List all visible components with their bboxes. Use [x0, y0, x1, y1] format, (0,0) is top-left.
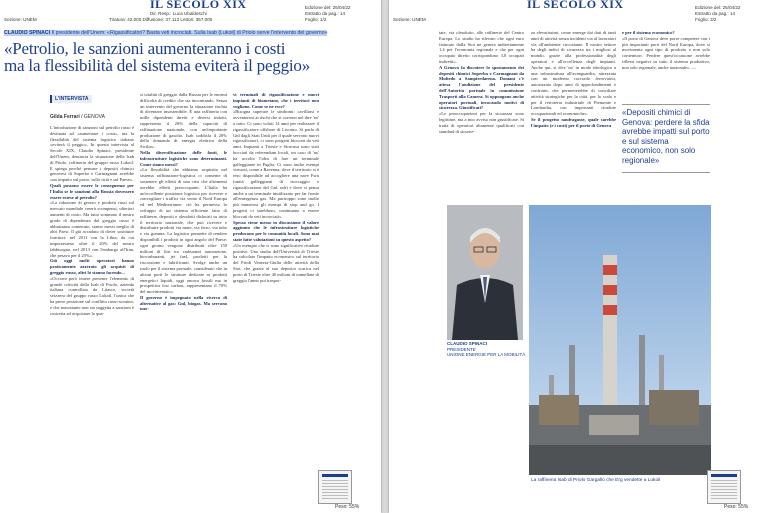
portrait-illustration: [447, 205, 523, 340]
extract-page: Estratto da pag.: 14: [695, 11, 736, 16]
headline-line-1: «Petrolio, le sanzioni aumenteranno i costi: [4, 39, 286, 58]
interview-label: L'INTERVISTA: [50, 95, 92, 103]
section-label: Sezione: UNEM: [393, 17, 426, 22]
col3-answer-0: «Il porto di Genova deve porre competere con i più importanti porti del Nord Europa, dove si movimenta ogni tipo di prodotto e non solo contenitori. Perdere quest'occasione avrebbe riflessi negativi su tutto il sistema produttivo, non solo regionale, anche nazionale». —: [622, 35, 710, 70]
column-2: [531, 30, 616, 200]
masthead: IL SECOLO XIX: [150, 0, 247, 11]
byline-author: Gilda Ferrari: [50, 114, 80, 120]
foglio: Foglio: 1/2: [305, 17, 327, 22]
col2-text: si totalità di greggio dalla Russia per le enormi difficoltà di credito che sta incontrando. Senza un intervento del governo la situazione rischia di diventare insostenibile. È una raffineria con mille dipendenti diretti e diversi indotti, rappresenta il 20% della capacità di raffinazione nazionale, con un'importante produzione di gasolio. Isab soddisfa il 20% della domanda di energia elettrica della Sicilia».: [140, 92, 227, 150]
column-3: [233, 92, 319, 477]
masthead: IL SECOLO XIX: [527, 0, 624, 11]
headline: [4, 40, 381, 74]
col3-answer-1: «Un esempio che ci sono significative ricadute positive. Uno studio dell'Università di Trieste ha calcolato l'impatto economico sul territorio del Friuli Venezia-Giulia delle attività della Siot, che grazie al suo deposito scarica nel porto di Trieste oltre 40 milioni di tonnellate di greggio l'anno poi traspor-: [233, 242, 319, 283]
quote-rule-bottom: [622, 172, 710, 173]
headline-line-2: ma la flessibilità del sistema eviterà il peggio»: [4, 56, 311, 75]
extract-page: Estratto da pag.: 14: [305, 11, 346, 16]
photo-caption: La raffineria Isab di Priolo Gargallo che Erg vendette a Lukoil: [531, 478, 661, 483]
col1-question-1: A Genova fa discutere lo spostamento dei depositi chimici Superba e Carmagnani da Multedo a Sampierdarena. Domani c'è attesa l'audizione del presidente dell'Autorità portuale in commissione Trasporti alla Camera. Si oppongono anche operatori portuali, invocando motivi di sicurezza. Giustificati?: [439, 64, 524, 111]
portrait-caption: [447, 341, 527, 358]
page-thumbnail: [707, 470, 741, 504]
col2-question-1: Nella diversificazione delle fonti, le infrastrutture logistiche sono determinanti. Come siamo messi?: [140, 149, 227, 167]
newspaper-page-2: [389, 0, 770, 513]
pull-quote: «Depositi chimici di Genova: perdere la sfida avrebbe impatti sul porto e sul sistema economico, non solo regionale»: [622, 108, 710, 165]
quote-rule-top: [622, 104, 710, 105]
portrait-role: PRESIDENTE: [447, 346, 476, 352]
col1-question-2: Già oggi molti operatori hanno praticamente azzerato gli acquisti di greggio russo, altri lo stanno facendo...: [50, 258, 134, 275]
foglio: Foglio: 2/2: [695, 17, 717, 22]
column-2: [140, 92, 227, 477]
kicker-name: CLAUDIO SPINACI: [4, 30, 51, 36]
col3-question-0: e per il sistema economico?: [622, 30, 675, 35]
peso-label: Peso: 55%: [724, 504, 749, 510]
refinery-illustration: [529, 205, 711, 475]
col1-intro: L'introduzione di sanzioni sul petrolio russo è destinata ad «aumentare i costi», ma la flessibilità del sistema logistico italiano «eviterà il peggio». In questa intervista al Secolo XIX, Claudio Spinaci, presidente dell'Unem, denuncia la situazione della Isab di Priolo, raffineria del gruppo russo Lukoil. E spiega perché pensare i depositi chimici genovesi di Superba e Carmagnani avrebbe «un impatto sul porto, sulla città e sul Paese».: [50, 125, 134, 183]
kicker: [4, 30, 379, 36]
col1-text: tate, via oleodotto, alle raffinerie del Centro Europa. Lo studio ha rilevato che ogni euro fatturato dalla Siot ne genera indirettamente 1,4 per l'economia regionale e che per ogni occupato diretto corrispondono 3,8 occupati indiretti».: [439, 30, 524, 64]
byline: [50, 115, 105, 121]
kicker-text: Il presidente dell'Unem: «Rigassificatori? Basta veti incrociati. Sulla Isab (Lukoil) di Priolo serve l'intervento del governo»: [50, 30, 328, 36]
portrait-org: UNIONE ENERGIE PER LA MOBILITÀ: [447, 352, 526, 357]
col2-text: za elevatissimi, come emerge dai dati di tanti anni di attività senza incidenti via al lavoratori via all'ambiente circostante. Il nostro settore ha degli indici di sicurezza tra i migliori al mondo, grazie alla professionalità degli operatori e all'eccellenza degli impianti. Anche qui, si dice 'no' in modo ideologico a una infrastruttura all'avanguardia, attrezzata con un moderno raccordo ferroviario, autorizzata dopo anni di approfondimenti e confronti, che permetterebbe di conciliare attività strategiche per la città, per lo scalo e per il retroterra industriale di Piemonte e Lombardia, con importanti ricadute occupazionali ed economiche».: [531, 30, 616, 117]
portrait-photo: [447, 205, 523, 340]
edition-date: Edizione del: 25/04/22: [305, 5, 351, 10]
byline-place: / GENOVA: [81, 114, 105, 120]
peso-label: Peso: 55%: [335, 504, 360, 510]
page-thumbnail: [318, 470, 352, 504]
section-label: Sezione: UNEM: [4, 17, 37, 22]
column-1: [50, 125, 134, 477]
col1-answer-2: «Occorre però tenere presente l'elemento di grande criticità della Isab di Priolo, azienda italiana controllata da Litasco, società svizzera del gruppo russo Lukoil, l'unica che ha preso posizione sul conflitto russo-ucraino, e che nonostante non sia soggetta a sanzioni è costretta ad acquistare la qua-: [50, 275, 134, 316]
col1-answer-1: «La riduzione di grezzo e prodotti russi sul mercato mondiale creerà scompensi, ulteriori aumenti di costo. Ma tutto sommato il nostro grado di dipendenza dal greggio russo è abbastanza contenuto, siamo messi meglio di altri Paesi. Il già accaduto di dover sostituire fornitori: nel 2011 con la Libia, da cui importavamo oltre il 20% del nostro fabbisogno, nel 2013 con l'embargo all'Iran, che pesava per il 25%».: [50, 200, 134, 258]
edition-date: Edizione del: 25/04/22: [695, 5, 741, 10]
column-1: [439, 30, 524, 200]
col2-answer-1: «La flessibilità che abbiamo acquisito nel sistema raffinazione-logistica ci consente di sostenere gli effetti di una crisi che altrimenti avrebbe effetti preoccupanti. L'Italia ha un'eccellente posizione logistica per ricevere e convogliare i traffici via vento il Nord Europa ed nel Mediterraneo: ciò ha permesso lo sviluppo di un sistema efficiente fatto di raffinerie, depositi e oleodotti dislocati su tutto il territorio nazionale, che può ricevere e distribuire prodotti via mare, via ferro, via tubo e via gomma. La logistica permette di rendere disponibili i prodotti in ogni angolo del Paese: ogni giorno vengono distribuiti oltre 150 milioni di litri tra carburanti autorazione, biocarburanti, jet fuel, prodotti per la riscossione e lubrificanti. Svolge anche un ruolo per il sistema portuale, considerato che in alcuni porti le strutture dedicate ai prodotti energetici liquidi, oggi ancora fossili ma in prospettiva low carbon, rappresentano il 70% del movimentato».: [140, 167, 227, 295]
portrait-name: CLAUDIO SPINACI: [447, 341, 488, 346]
col1-answer-1: «Le preoccupazioni per la sicurezza sono legittime, ma a mio avviso non giustificate. Si tratta di operatori altamente qualificati con standard di sicurez-: [439, 111, 524, 134]
director-line: Dir. Resp.: Luca Ubaldeschi: [150, 11, 207, 16]
col2-question-1: Se il progetto naufragasse, quale sarebbe l'impatto (e i costi) per il porto di Genova: [531, 116, 616, 128]
newspaper-page-1: [0, 0, 381, 513]
col3-question-1: Spesso viene messo in discussione il valore aggiunto che le infrastrutture logistiche producono per le comunità locali. Sono mai state fatte valutazioni su questo aspetto?: [233, 219, 319, 242]
col3-question-0: vi terminali di rigassificazione e nuovi impianti di biometano, che i territori non vogliono. Come se ne esce?: [233, 92, 319, 109]
column-3: [622, 30, 710, 100]
col3-answer-0: «Bisogna superare le sindromi: cavillarsi e avventurosi ai rischi che si corrono nel dire 'no' a tutto. Ci sono voluti 14 anni per realizzare il rigassificatore offshore di Livorno. Si parla di Gnl dagli Stati Uniti per il quale servono nuovi rigassificatori, ci sono progetti bloccati da veti anni. Impianti a Trieste e Siracusa sono stati bocciati da referendum locali, un caso di 'no' ha accolto l'idea di fare un terminale galleggiante in Puglia. Ci sono anche esempi virtuosi, come a Ravenna, dove il territorio si è reso disponibile ad accogliere una nave Fsru (unità galleggianti di stoccaggio e rigassificazione del Gnl, ndr) e dove si pensa anche a un terminale inutilizzato per far fronte all'emergenza gas. Ma purtroppo sono molto più numerosi gli esempi di stop and go. I progetti ci sarebbero, continuano a essere bloccati da veti incrociati».: [233, 109, 319, 219]
refinery-photo: [529, 205, 711, 475]
col2-question-2: Il governo è impegnato nella ricerca di alternative al gas: Gnl, biogas. Ma servono nuo-: [140, 294, 227, 312]
stats-line: Tiratura: 42.000 Diffusione: 37.113 Lettori: 357.000: [109, 17, 213, 22]
col1-question-1: Quali possono essere le conseguenze per l'Italia se le sanzioni alla Russia dovessero essere estese al petrolio?: [50, 182, 134, 200]
